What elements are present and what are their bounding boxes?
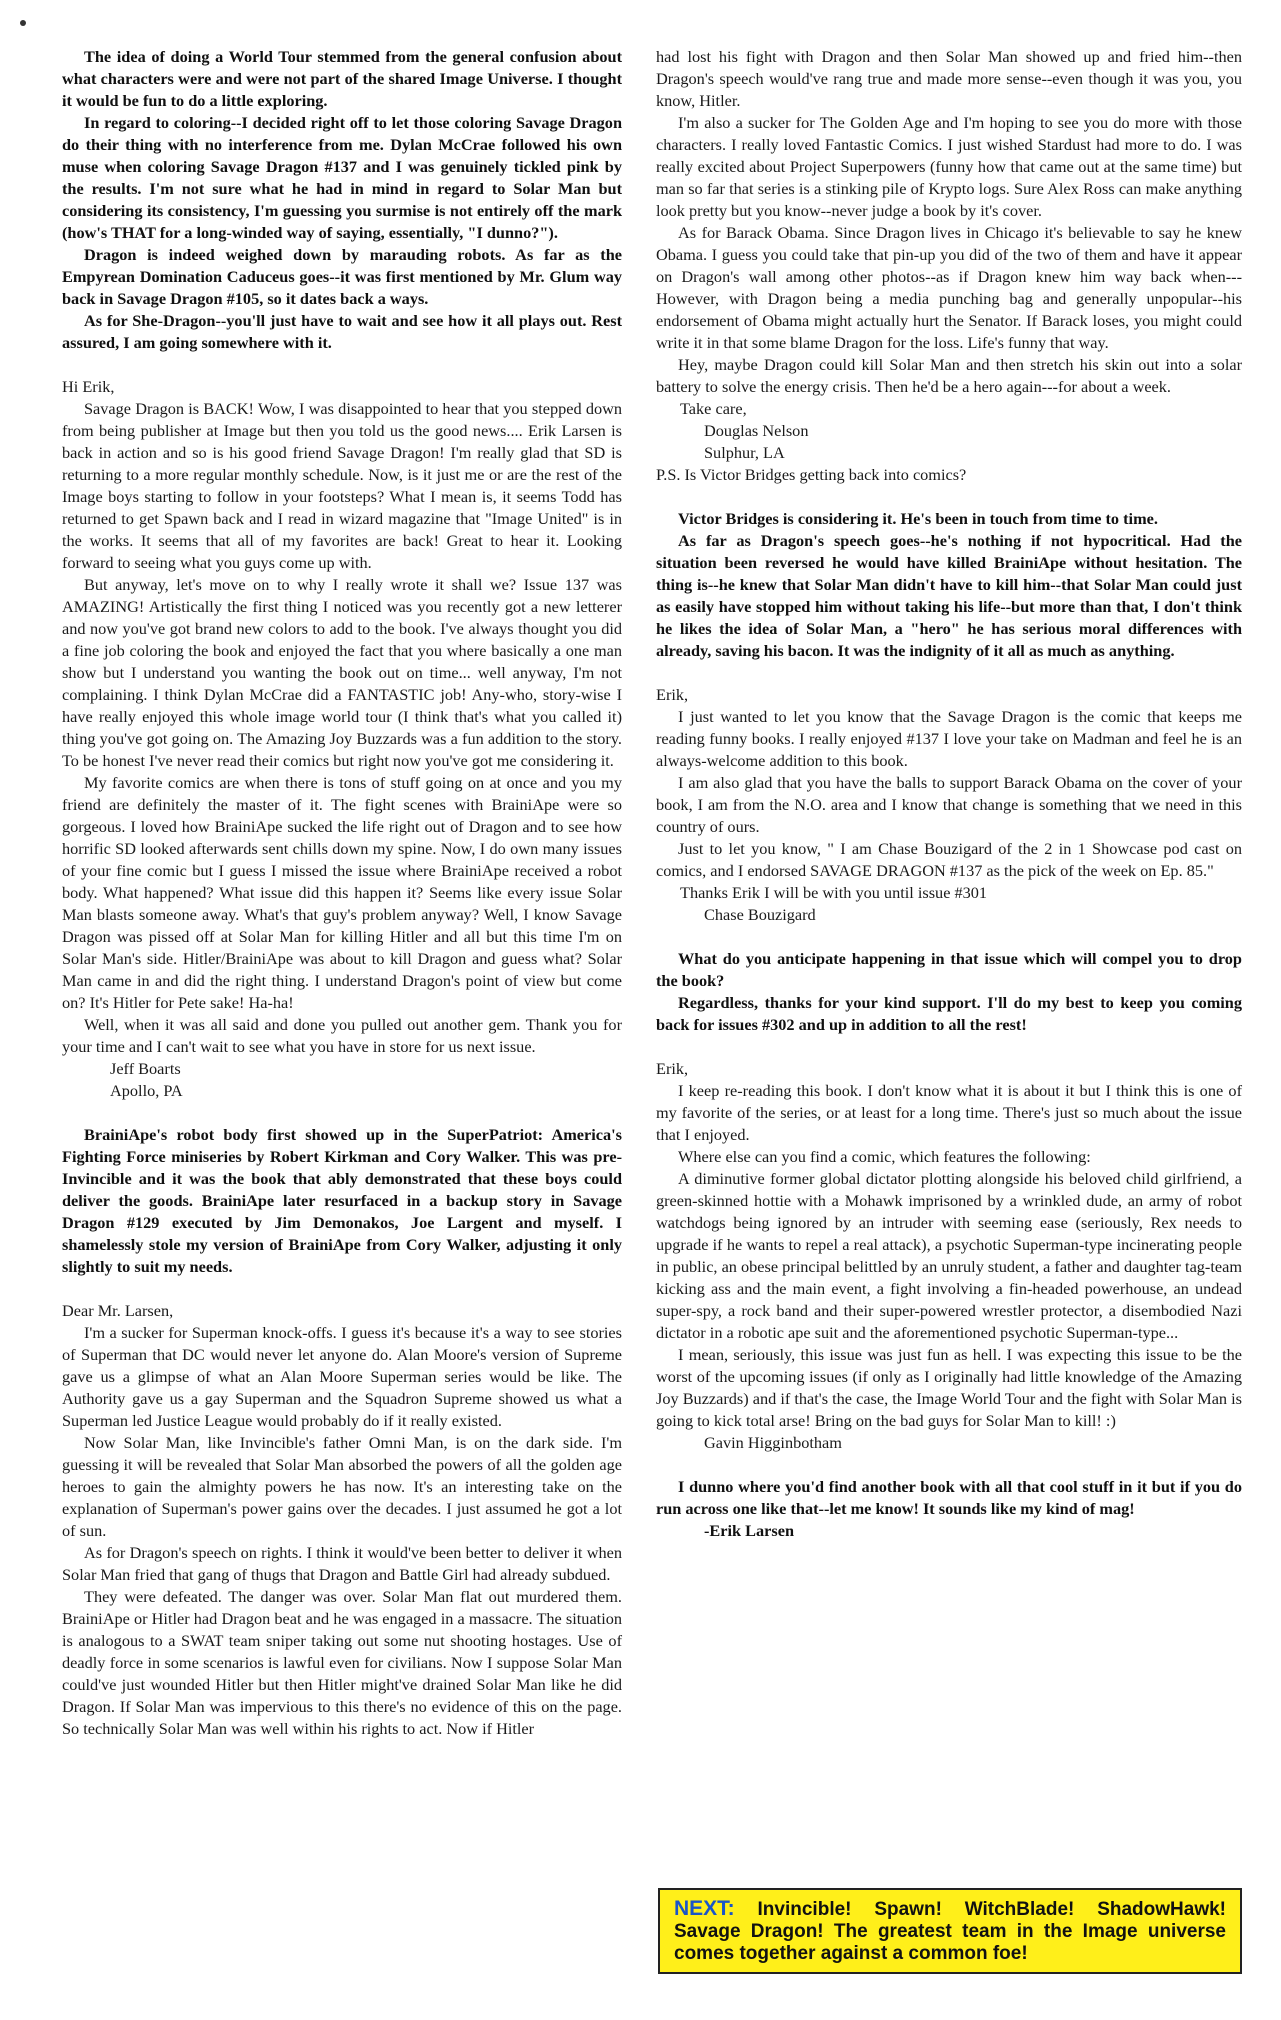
section-gap bbox=[62, 354, 622, 376]
paragraph: I mean, seriously, this issue was just fun as hell. I was expecting this issue to be the worst of the upcoming issues (if only as I originally had little knowledge of the Amazing Joy Buzzards) and if that's the case, the Image World Tour and the fight with Solar Man is going to kick total arse! Bring on the bad guys for Solar Man to kill! :) bbox=[656, 1345, 1242, 1430]
section-gap bbox=[656, 662, 1242, 684]
section-gap bbox=[62, 1102, 622, 1124]
paragraph: In regard to coloring--I decided right off to let those coloring Savage Dragon do their thing with no interference from me. Dylan McCrae followed his own muse when coloring Savage Dragon #137 and I was genuinely tickled pink by the results. I'm not sure what he had in mind in regard to Solar Man but considering its consistency, I'm guessing you surmise is not entirely off the mark (how's THAT for a long-winded way of saying, essentially, "I dunno?"). bbox=[62, 113, 622, 242]
paragraph: As for Dragon's speech on rights. I think it would've been better to deliver it when Solar Man fried that gang of thugs that Dragon and Battle Girl had already subdued. bbox=[62, 1543, 622, 1584]
signature-line: Chase Bouzigard bbox=[704, 905, 816, 924]
paragraph: I keep re-reading this book. I don't know what it is about it but I think this is one of my favorite of the series, or at least for a long time. There's just so much about the issue that I enjoyed. bbox=[656, 1081, 1242, 1144]
letter-closing: Thanks Erik I will be with you until issue #301 bbox=[680, 883, 988, 902]
paragraph: Where else can you find a comic, which features the following: bbox=[678, 1147, 1091, 1166]
paragraph: Just to let you know, " I am Chase Bouzigard of the 2 in 1 Showcase pod cast on comics, and I endorsed SAVAGE DRAGON #137 as the pick of the week on Ep. 85." bbox=[656, 839, 1242, 880]
letter-greeting: Erik, bbox=[656, 1059, 689, 1078]
paragraph: I just wanted to let you know that the Savage Dragon is the comic that keeps me reading funny books. I really enjoyed #137 I love your take on Madman and feel he is an always-welcome addition to this book. bbox=[656, 707, 1242, 770]
reader-letter bbox=[62, 376, 622, 1102]
paragraph: BrainiApe's robot body first showed up in the SuperPatriot: America's Fighting Force miniseries by Robert Kirkman and Cory Walker. This was pre-Invincible and it was the book that ably demonstrated that these boys could deliver the goods. BrainiApe later resurfaced in a backup story in Savage Dragon #129 executed by Jim Demonakos, Joe Largent and myself. I shamelessly stole my version of BrainiApe from Cory Walker, adjusting it only slightly to suit my needs. bbox=[62, 1125, 622, 1276]
letter-greeting: Hi Erik, bbox=[62, 377, 115, 396]
signature-line: Jeff Boarts bbox=[110, 1059, 181, 1078]
reader-letter bbox=[656, 1058, 1242, 1454]
paragraph: My favorite comics are when there is tons of stuff going on at once and you my friend are definitely the master of it. The fight scenes with BrainiApe were so gorgeous. I loved how BrainiApe sucked the life right out of Dragon and to see how horrific SD looked afterwards sent chills down my spine. Now, I do own many issues of your fine comic but I guess I missed the issue where BrainiApe received a robot body. What happened? What issue did this happen it? Seems like every issue Solar Man blasts someone away. What's that guy's problem anyway? Well, I know Savage Dragon was pissed off at Solar Man for killing Hitler and all but this time I'm on Solar Man's side. Hitler/BrainiApe was about to kill Dragon and guess what? Solar Man came in and did the right thing. I understand Dragon's point of view but come on? It's Hitler for Pete sake! Ha-ha! bbox=[62, 773, 622, 1012]
page-mark bbox=[20, 20, 26, 26]
section-gap bbox=[656, 1036, 1242, 1058]
paragraph: As far as Dragon's speech goes--he's nothing if not hypocritical. Had the situation been reversed he would have killed BrainiApe without hesitation. The thing is--he knew that Solar Man didn't have to kill him--that Solar Man could just as easily have stopped him without taking his life--but more than that, I don't think he likes the idea of Solar Man, a "hero" he has serious moral differences with already, saving his bacon. It was the indignity of it all as much as anything. bbox=[656, 531, 1242, 660]
paragraph: What do you anticipate happening in that issue which will compel you to drop the book? bbox=[656, 949, 1242, 990]
reader-letter bbox=[656, 46, 1242, 486]
left-column bbox=[62, 46, 622, 1740]
section-gap bbox=[656, 926, 1242, 948]
signature-line: Douglas Nelson bbox=[704, 421, 809, 440]
section-gap bbox=[656, 1454, 1242, 1476]
paragraph: A diminutive former global dictator plotting alongside his beloved child girlfriend, a green-skinned hottie with a Mohawk imprisoned by a wrinkled dude, an army of robot watchdogs being ignored by an intruder with seeming ease (seriously, Rex needs to upgrade if he wants to repel a real attack), a psychotic Superman-type incinerating people in public, an obese principal belittled by an unruly student, a father and daughter tag-team kicking ass and the main event, a fight involving a fin-headed powerhouse, an undead super-spy, a rock band and their super-powered wrestler protector, a disembodied Nazi dictator in a robotic ape suit and the aforementioned psychotic Superman-type... bbox=[656, 1169, 1242, 1342]
paragraph: As for She-Dragon--you'll just have to wait and see how it all plays out. Rest assured, I am going somewhere with it. bbox=[62, 311, 622, 352]
reader-letter bbox=[656, 684, 1242, 926]
editor-reply bbox=[62, 1124, 622, 1278]
letter-greeting: Erik, bbox=[656, 685, 689, 704]
paragraph: Well, when it was all said and done you pulled out another gem. Thank you for your time and I can't wait to see what you have in store for us next issue. bbox=[62, 1015, 622, 1056]
signature-line: Sulphur, LA bbox=[704, 443, 785, 462]
letter-greeting: Dear Mr. Larsen, bbox=[62, 1301, 174, 1320]
letter-closing: Take care, bbox=[680, 399, 747, 418]
paragraph: Savage Dragon is BACK! Wow, I was disappointed to hear that you stepped down from being publisher at Image but then you told us the good news.... Erik Larsen is back in action and so is his good friend Savage Dragon! I'm really glad that SD is returning to a more regular monthly schedule. Now, is it just me or are the rest of the Image boys starting to follow in your footsteps? What I mean is, it seems Todd has returned to get Spawn back and I read in wizard magazine that "Image United" is in the works. It seems that all of my favorites are back! Great to hear it. Looking forward to seeing what you guys come up with. bbox=[62, 399, 622, 572]
paragraph: I'm also a sucker for The Golden Age and I'm hoping to see you do more with those characters. I really loved Fantastic Comics. I just wished Stardust had more to do. I was really excited about Project Superpowers (funny how that came out at the same time) but man so far that series is a stinking pile of Krypto logs. Sure Alex Ross can make anything look pretty but you know--never judge a book by it's cover. bbox=[656, 113, 1242, 220]
section-gap bbox=[62, 1278, 622, 1300]
reader-letter bbox=[62, 1300, 622, 1740]
next-issue-box bbox=[658, 1888, 1242, 1974]
editor-reply bbox=[62, 46, 622, 354]
editor-reply bbox=[656, 948, 1242, 1036]
postscript: P.S. Is Victor Bridges getting back into comics? bbox=[656, 465, 967, 484]
paragraph: Dragon is indeed weighed down by marauding robots. As far as the Empyrean Domination Caduceus goes--it was first mentioned by Mr. Glum way back in Savage Dragon #105, so it dates back a ways. bbox=[62, 245, 622, 308]
paragraph: I'm a sucker for Superman knock-offs. I guess it's because it's a way to see stories of Superman that DC would never let anyone do. Alan Moore's version of Supreme gave us a glimpse of what an Alan Moore Superman series would be like. The Authority gave us a gay Superman and the Squadron Supreme showed us what a Superman led Justice League would probably do if it really existed. bbox=[62, 1323, 622, 1430]
paragraph: They were defeated. The danger was over. Solar Man flat out murdered them. BrainiApe or Hitler had Dragon beat and he was engaged in a massacre. The situation is analogous to a SWAT team sniper taking out some nut shooting hostages. Use of deadly force in some scenarios is lawful even for civilians. Now I suppose Solar Man could've just wounded Hitler but then Hitler might've drained Solar Man like he did Dragon. If Solar Man was impervious to this there's no evidence of this on the page. So technically Solar Man was well within his rights to act. Now if Hitler bbox=[62, 1587, 622, 1738]
paragraph: As for Barack Obama. Since Dragon lives in Chicago it's believable to say he knew Obama. I guess you could take that pin-up you did of the two of them and have it appear on Dragon's wall among other photos--as if Dragon knew him way back when---However, with Dragon being a media punching bag and generally unpopular--his endorsement of Obama might actually hurt the Senator. If Barack loses, you might could write it in that some blame Dragon for the loss. Life's funny that way. bbox=[656, 223, 1242, 352]
section-gap bbox=[656, 486, 1242, 508]
paragraph: The idea of doing a World Tour stemmed from the general confusion about what characters were and were not part of the shared Image Universe. I thought it would be fun to do a little exploring. bbox=[62, 47, 622, 110]
paragraph: Hey, maybe Dragon could kill Solar Man and then stretch his skin out into a solar battery to solve the energy crisis. Then he'd be a hero again---for about a week. bbox=[656, 355, 1242, 396]
paragraph: Now Solar Man, like Invincible's father Omni Man, is on the dark side. I'm guessing it will be revealed that Solar Man absorbed the powers of all the golden age heroes to gain the almighty powers he has now. It's an interesting take on the explanation of Superman's power gains over the decades. I just assumed he got a lot of sun. bbox=[62, 1433, 622, 1540]
paragraph: I dunno where you'd find another book with all that cool stuff in it but if you do run across one like that--let me know! It sounds like my kind of mag! bbox=[656, 1477, 1242, 1518]
paragraph: But anyway, let's move on to why I really wrote it shall we? Issue 137 was AMAZING! Artistically the first thing I noticed was you recently got a new letterer and now you've got brand new colors to add to the book. I've always thought you did a fine job coloring the book and enjoyed the fact that you where basically a one man show but I understand you wanting the book out on time... well anyway, I'm not complaining. I think Dylan McCrae did a FANTASTIC job! Any-who, story-wise I have really enjoyed this whole image world tour (I think that's what you called it) thing you've got going on. The Amazing Joy Buzzards was a fun addition to the story. To be honest I've never read their comics but right now you've got me considering it. bbox=[62, 575, 622, 770]
next-keyword: NEXT: bbox=[674, 1897, 735, 1920]
next-text: Invincible! Spawn! WitchBlade! ShadowHawk! Savage Dragon! The greatest team in the Image universe comes together against a common foe! bbox=[674, 1899, 1226, 1964]
signature-line: -Erik Larsen bbox=[704, 1521, 795, 1540]
paragraph: Victor Bridges is considering it. He's been in touch from time to time. bbox=[678, 509, 1158, 528]
right-column bbox=[656, 46, 1242, 1542]
signature-line: Apollo, PA bbox=[110, 1081, 183, 1100]
paragraph: Regardless, thanks for your kind support. I'll do my best to keep you coming back for issues #302 and up in addition to all the rest! bbox=[656, 993, 1242, 1034]
signature-line: Gavin Higginbotham bbox=[704, 1433, 842, 1452]
paragraph: I am also glad that you have the balls to support Barack Obama on the cover of your book, I am from the N.O. area and I know that change is something that we need in this country of ours. bbox=[656, 773, 1242, 836]
editor-reply bbox=[656, 1476, 1242, 1542]
paragraph: had lost his fight with Dragon and then Solar Man showed up and fried him--then Dragon's speech would've rang true and made more sense--even though it was you, you know, Hitler. bbox=[656, 47, 1242, 110]
editor-reply bbox=[656, 508, 1242, 662]
